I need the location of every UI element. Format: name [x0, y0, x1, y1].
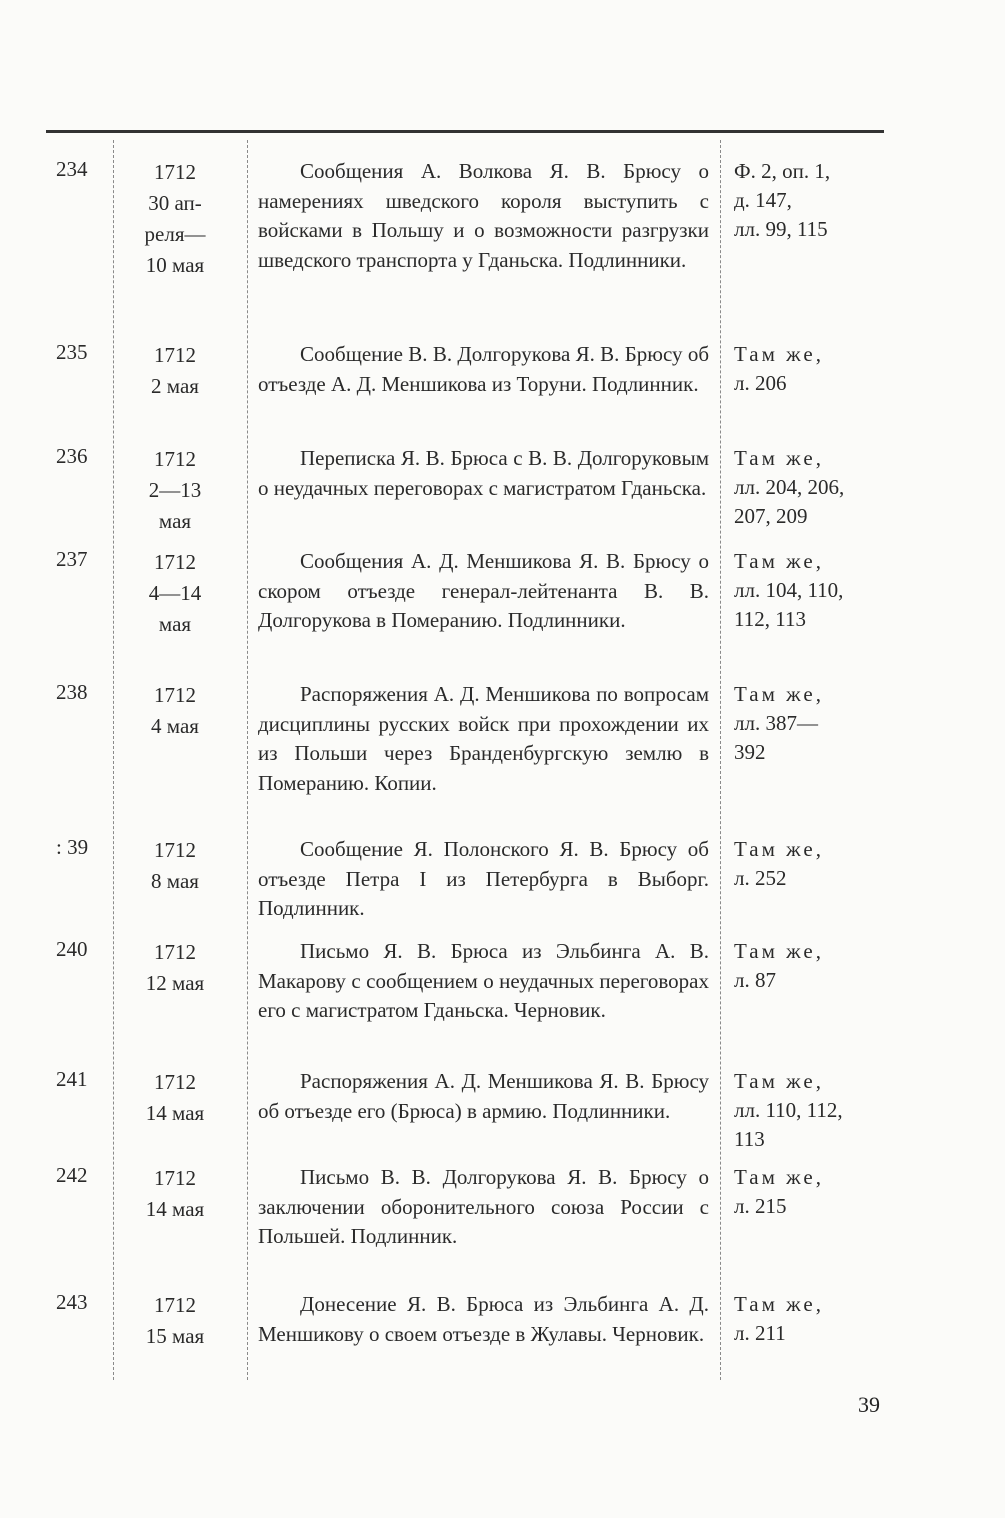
- entry-number: 241: [56, 1067, 88, 1091]
- column-divider-1: [113, 140, 114, 1380]
- entry-description: Переписка Я. В. Брюса с В. В. Долгоруковым о неудачных переговорах с магистратом Гданьска.: [258, 446, 709, 500]
- entry-date: 1712 8 мая: [151, 838, 199, 893]
- entry-description: Письмо Я. В. Брюса из Эльбинга А. В. Макарову с сообщением о неудачных переговорах его с магистратом Гданьска. Черновик.: [258, 939, 709, 1022]
- entry-reference: Там же, л. 211: [734, 1292, 824, 1345]
- entry-reference: Там же, лл. 387— 392: [734, 682, 824, 764]
- entry-number: 243: [56, 1290, 88, 1314]
- entry-description: Распоряжения А. Д. Меншикова Я. В. Брюсу об отъезде его (Брюса) в армию. Подлинники.: [258, 1069, 709, 1123]
- column-divider-3: [720, 140, 721, 1380]
- entry-reference: Там же, лл. 204, 206, 207, 209: [734, 446, 845, 528]
- entry-reference: Ф. 2, оп. 1, д. 147, лл. 99, 115: [734, 159, 831, 241]
- page-number: 39: [858, 1392, 880, 1417]
- entry-number: 238: [56, 680, 88, 704]
- entry-reference: Там же, л. 215: [734, 1165, 824, 1218]
- entry-description: Сообщение Я. Полонского Я. В. Брюсу об отъезде Петра I из Петербурга в Выборг. Подлинник.: [258, 837, 709, 920]
- entry-reference: Там же, лл. 104, 110, 112, 113: [734, 549, 844, 631]
- entry-description: Письмо В. В. Долгорукова Я. В. Брюсу о заключении оборонительного союза России с Польшей. Подлинник.: [258, 1165, 709, 1248]
- entry-date: 1712 2 мая: [151, 343, 199, 398]
- entry-reference: Там же, л. 206: [734, 342, 824, 395]
- entry-description: Сообщение В. В. Долгорукова Я. В. Брюсу об отъезде А. Д. Меншикова из Торуни. Подлинник.: [258, 342, 709, 396]
- entry-number: 236: [56, 444, 88, 468]
- entry-description: Донесение Я. В. Брюса из Эльбинга А. Д. Меншикову о своем отъезде в Жулавы. Черновик.: [258, 1292, 709, 1346]
- entry-description: Распоряжения А. Д. Меншикова по вопросам дисциплины русских войск при прохождении их из Польши через Бранденбургскую землю в Померанию. Копии.: [258, 682, 709, 795]
- entry-date: 1712 4—14 мая: [148, 550, 202, 636]
- entry-date: 1712 15 мая: [145, 1293, 205, 1348]
- entry-date: 1712 4 мая: [151, 683, 199, 738]
- top-rule: [46, 130, 884, 133]
- entry-reference: Там же, лл. 110, 112, 113: [734, 1069, 843, 1151]
- entry-reference: Там же, л. 252: [734, 837, 824, 890]
- entry-number: : 39: [56, 835, 89, 859]
- entry-date: 1712 2—13 мая: [148, 447, 202, 533]
- entry-number: 242: [56, 1163, 88, 1187]
- entry-date: 1712 30 ап- реля— 10 мая: [144, 160, 206, 277]
- column-divider-2: [247, 140, 248, 1380]
- entry-description: Сообщения А. Волкова Я. В. Брюсу о намерениях шведского короля выступить с войсками в Польшу и о возможности разгрузки шведского транспорта у Гданьска. Подлинники.: [258, 159, 709, 272]
- entry-date: 1712 14 мая: [145, 1166, 205, 1221]
- entry-number: 240: [56, 937, 88, 961]
- entry-number: 237: [56, 547, 88, 571]
- entry-number: 234: [56, 157, 88, 181]
- entry-date: 1712 14 мая: [145, 1070, 205, 1125]
- entry-reference: Там же, л. 87: [734, 939, 824, 992]
- entry-number: 235: [56, 340, 88, 364]
- entry-date: 1712 12 мая: [145, 940, 205, 995]
- entry-description: Сообщения А. Д. Меншикова Я. В. Брюсу о скором отъезде генерал-лейтенанта В. В. Долгорукова в Померанию. Подлинники.: [258, 549, 709, 632]
